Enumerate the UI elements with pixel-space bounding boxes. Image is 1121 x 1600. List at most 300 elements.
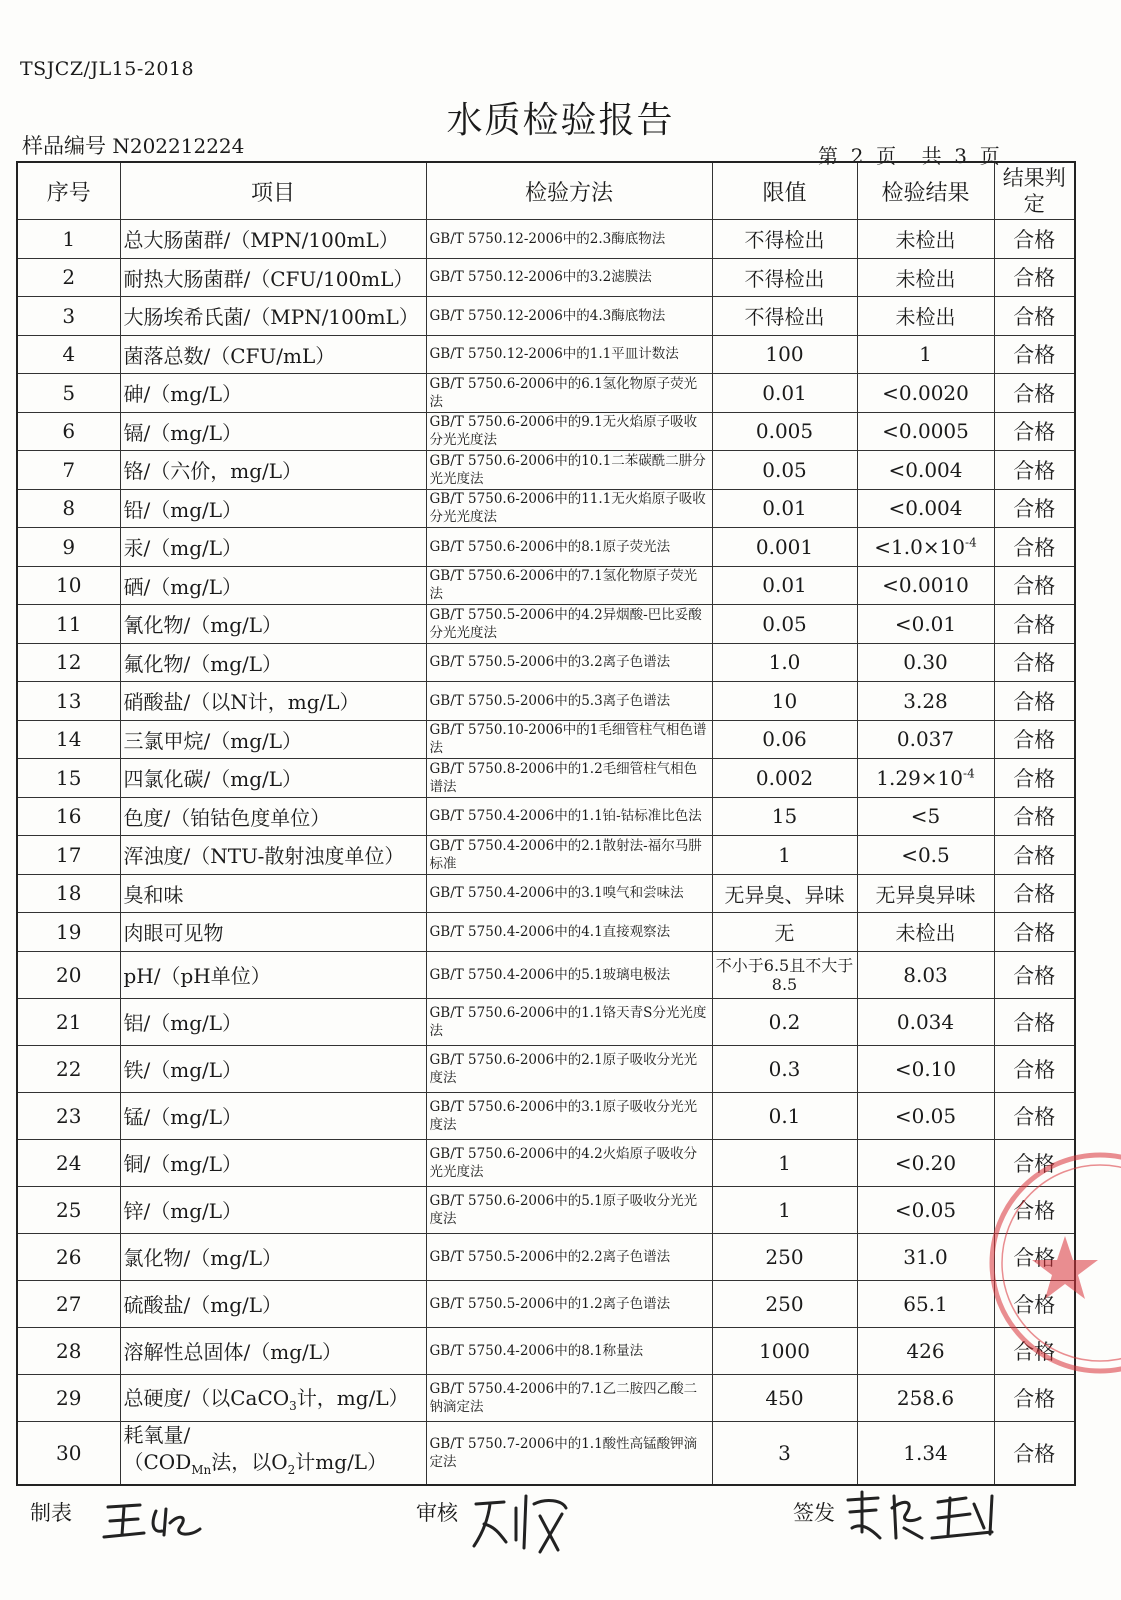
table-row <box>17 528 1075 567</box>
issued-by-label: 签发 <box>793 1501 835 1525</box>
row-item <box>120 720 426 759</box>
table-row <box>17 1280 1075 1327</box>
row-verdict: 合格 <box>994 1327 1075 1374</box>
row-result-exponent: -4 <box>965 535 977 550</box>
table-row <box>17 258 1075 297</box>
row-result <box>857 1139 994 1186</box>
row-item-text: 大肠埃希氏菌/（MPN/100mL） <box>123 305 419 330</box>
row-number: 7 <box>17 451 120 490</box>
row-item <box>120 258 426 297</box>
table-row <box>17 682 1075 721</box>
table-row <box>17 874 1075 913</box>
row-limit: 1 <box>712 836 857 875</box>
row-result-text: 无异臭异味 <box>875 882 976 907</box>
row-verdict: 合格 <box>994 874 1075 913</box>
row-item <box>120 874 426 913</box>
row-item <box>120 297 426 336</box>
row-item <box>120 335 426 374</box>
row-item <box>120 759 426 798</box>
row-item-subscript: Mn <box>191 1462 212 1477</box>
row-method: GB/T 5750.4-2006中的4.1直接观察法 <box>426 913 712 952</box>
row-method: GB/T 5750.5-2006中的1.2离子色谱法 <box>426 1280 712 1327</box>
row-result-text: 65.1 <box>903 1291 948 1316</box>
row-method: GB/T 5750.6-2006中的11.1无火焰原子吸收分光光度法 <box>426 489 712 528</box>
row-result-text: 未检出 <box>895 228 956 253</box>
row-verdict: 合格 <box>994 682 1075 721</box>
row-verdict: 合格 <box>994 335 1075 374</box>
row-item-text: 计，mg/L） <box>296 1386 409 1410</box>
row-result <box>857 489 994 528</box>
row-result <box>857 1421 994 1485</box>
row-item <box>120 836 426 875</box>
row-result-text: 31.0 <box>903 1244 948 1269</box>
row-result <box>857 836 994 875</box>
row-number: 11 <box>17 605 120 644</box>
row-item <box>120 951 426 998</box>
row-result-text: 0.30 <box>903 650 948 675</box>
row-result <box>857 605 994 644</box>
row-method: GB/T 5750.5-2006中的4.2异烟酸-巴比妥酸分光光度法 <box>426 605 712 644</box>
row-item <box>120 220 426 259</box>
header-limit: 限值 <box>712 162 857 220</box>
row-method: GB/T 5750.12-2006中的3.2滤膜法 <box>426 258 712 297</box>
row-result-text: <0.0010 <box>882 573 969 598</box>
sample-number <box>22 130 244 160</box>
row-method: GB/T 5750.4-2006中的7.1乙二胺四乙酸二钠滴定法 <box>426 1374 712 1421</box>
row-item-subscript: 2 <box>287 1462 296 1477</box>
row-number: 13 <box>17 682 120 721</box>
row-result <box>857 412 994 451</box>
row-item-subscript: 3 <box>289 1399 297 1413</box>
row-item <box>120 451 426 490</box>
row-limit: 0.01 <box>712 374 857 413</box>
row-method: GB/T 5750.6-2006中的10.1二苯碳酰二肼分光光度法 <box>426 451 712 490</box>
row-item-text: 总大肠菌群/（MPN/100mL） <box>123 228 399 253</box>
row-result <box>857 998 994 1045</box>
prepared-by-label: 制表 <box>30 1501 72 1525</box>
row-result-text: 8.03 <box>903 962 948 987</box>
row-method: GB/T 5750.5-2006中的5.3离子色谱法 <box>426 682 712 721</box>
row-number: 3 <box>17 297 120 336</box>
row-limit: 0.01 <box>712 566 857 605</box>
row-number: 2 <box>17 258 120 297</box>
row-item <box>120 1280 426 1327</box>
row-result-text: <0.10 <box>894 1056 957 1081</box>
row-result-exponent: -4 <box>963 766 975 781</box>
row-number: 14 <box>17 720 120 759</box>
row-item-text: 铅/（mg/L） <box>123 497 243 522</box>
row-item <box>120 374 426 413</box>
row-method: GB/T 5750.7-2006中的1.1酸性高锰酸钾滴定法 <box>426 1421 712 1485</box>
issued-signature <box>842 1488 1012 1548</box>
row-verdict: 合格 <box>994 1233 1075 1280</box>
row-item <box>120 1327 426 1374</box>
row-item-text: 锌/（mg/L） <box>123 1199 243 1223</box>
row-limit: 0.05 <box>712 605 857 644</box>
row-limit: 250 <box>712 1280 857 1327</box>
row-number: 17 <box>17 836 120 875</box>
row-item <box>120 1092 426 1139</box>
row-result <box>857 1186 994 1233</box>
row-item <box>120 605 426 644</box>
row-result <box>857 220 994 259</box>
table-header-row <box>17 162 1075 220</box>
row-item <box>120 643 426 682</box>
row-item-text: 计mg/L） <box>295 1449 388 1474</box>
row-item-text: 氟化物/（mg/L） <box>123 651 283 676</box>
row-item <box>120 1139 426 1186</box>
table-row <box>17 489 1075 528</box>
row-item-text: 溶解性总固体/（mg/L） <box>123 1340 343 1364</box>
row-result <box>857 1327 994 1374</box>
row-item-text: 砷/（mg/L） <box>123 382 243 407</box>
row-item-text: 肉眼可见物 <box>123 921 224 946</box>
row-item <box>120 913 426 952</box>
header-no: 序号 <box>17 162 120 220</box>
table-row <box>17 605 1075 644</box>
reviewed-signature <box>470 1490 580 1560</box>
row-result <box>857 297 994 336</box>
row-limit: 不得检出 <box>712 220 857 259</box>
row-number: 5 <box>17 374 120 413</box>
header-verdict: 结果判定 <box>994 162 1075 220</box>
report-title: 水质检验报告 <box>446 100 675 141</box>
table-row <box>17 951 1075 998</box>
row-item-text: pH/（pH单位） <box>123 964 271 988</box>
row-number: 21 <box>17 998 120 1045</box>
row-result-text: 258.6 <box>896 1385 955 1410</box>
row-item-text: 色度/（铂钴色度单位） <box>123 805 331 830</box>
row-verdict: 合格 <box>994 998 1075 1045</box>
row-verdict: 合格 <box>994 913 1075 952</box>
row-number: 20 <box>17 951 120 998</box>
row-number: 19 <box>17 913 120 952</box>
row-number: 12 <box>17 643 120 682</box>
table-row <box>17 335 1075 374</box>
row-result <box>857 874 994 913</box>
row-result <box>857 374 994 413</box>
row-number: 10 <box>17 566 120 605</box>
row-method: GB/T 5750.4-2006中的3.1嗅气和尝味法 <box>426 874 712 913</box>
row-number: 22 <box>17 1045 120 1092</box>
row-result <box>857 1374 994 1421</box>
row-verdict: 合格 <box>994 489 1075 528</box>
row-result-text: <0.004 <box>888 457 963 482</box>
row-method: GB/T 5750.5-2006中的2.2离子色谱法 <box>426 1233 712 1280</box>
row-verdict: 合格 <box>994 412 1075 451</box>
table-row <box>17 220 1075 259</box>
row-verdict: 合格 <box>994 1092 1075 1139</box>
row-number: 18 <box>17 874 120 913</box>
row-result-text: 1.29×10 <box>876 765 964 790</box>
row-item <box>120 682 426 721</box>
row-limit: 0.2 <box>712 998 857 1045</box>
row-result-text: 426 <box>906 1338 945 1363</box>
row-result <box>857 913 994 952</box>
prepared-signature <box>100 1495 210 1545</box>
row-method: GB/T 5750.8-2006中的1.2毛细管柱气相色谱法 <box>426 759 712 798</box>
row-result-text: <0.0005 <box>882 419 969 444</box>
row-method: GB/T 5750.6-2006中的3.1原子吸收分光光度法 <box>426 1092 712 1139</box>
row-number: 25 <box>17 1186 120 1233</box>
header-item: 项目 <box>120 162 426 220</box>
row-limit: 0.005 <box>712 412 857 451</box>
row-number: 6 <box>17 412 120 451</box>
row-limit: 不得检出 <box>712 258 857 297</box>
row-number: 24 <box>17 1139 120 1186</box>
row-item <box>120 998 426 1045</box>
row-result <box>857 797 994 836</box>
row-item <box>120 412 426 451</box>
table-row <box>17 643 1075 682</box>
table-row <box>17 451 1075 490</box>
row-method: GB/T 5750.6-2006中的4.2火焰原子吸收分光光度法 <box>426 1139 712 1186</box>
row-method: GB/T 5750.6-2006中的7.1氢化物原子荧光法 <box>426 566 712 605</box>
row-result-text: <1.0×10 <box>874 534 966 559</box>
row-item <box>120 489 426 528</box>
row-number: 28 <box>17 1327 120 1374</box>
row-number: 16 <box>17 797 120 836</box>
row-method: GB/T 5750.4-2006中的1.1铂-钴标准比色法 <box>426 797 712 836</box>
row-item-text: 铜/（mg/L） <box>123 1152 243 1176</box>
table-row <box>17 998 1075 1045</box>
row-limit: 0.001 <box>712 528 857 567</box>
row-number: 8 <box>17 489 120 528</box>
row-result-text: 未检出 <box>895 921 956 946</box>
row-result-text: 1.34 <box>903 1440 948 1465</box>
row-number: 1 <box>17 220 120 259</box>
table-row <box>17 1233 1075 1280</box>
row-number: 4 <box>17 335 120 374</box>
row-result-text: 未检出 <box>895 305 956 330</box>
row-result <box>857 1045 994 1092</box>
row-verdict: 合格 <box>994 220 1075 259</box>
row-method: GB/T 5750.6-2006中的9.1无火焰原子吸收分光光度法 <box>426 412 712 451</box>
row-verdict: 合格 <box>994 951 1075 998</box>
table-row <box>17 1045 1075 1092</box>
row-method: GB/T 5750.12-2006中的4.3酶底物法 <box>426 297 712 336</box>
row-result <box>857 1092 994 1139</box>
table-row <box>17 1139 1075 1186</box>
row-item-text: 氯化物/（mg/L） <box>123 1246 283 1270</box>
row-verdict: 合格 <box>994 759 1075 798</box>
row-limit: 无 <box>712 913 857 952</box>
inspection-stamp <box>985 1148 1121 1378</box>
header-result: 检验结果 <box>857 162 994 220</box>
row-limit: 不小于6.5且不大于8.5 <box>712 951 857 998</box>
row-item-text: 耗氧量/ <box>123 1422 191 1447</box>
row-method: GB/T 5750.12-2006中的2.3酶底物法 <box>426 220 712 259</box>
sample-number-value: N202212224 <box>112 134 245 158</box>
row-limit: 0.1 <box>712 1092 857 1139</box>
row-method: GB/T 5750.6-2006中的8.1原子荧光法 <box>426 528 712 567</box>
row-result <box>857 566 994 605</box>
row-result-text: 0.034 <box>896 1009 955 1034</box>
row-result-text: <0.01 <box>894 611 957 636</box>
row-result-text: <0.0020 <box>882 380 969 405</box>
table-row <box>17 759 1075 798</box>
table-row <box>17 836 1075 875</box>
row-number: 30 <box>17 1421 120 1485</box>
row-item-text: 菌落总数/（CFU/mL） <box>123 343 336 368</box>
row-verdict: 合格 <box>994 1421 1075 1485</box>
row-verdict: 合格 <box>994 374 1075 413</box>
inspection-table <box>16 161 1076 1486</box>
row-limit: 0.3 <box>712 1045 857 1092</box>
row-item-text: 硫酸盐/（mg/L） <box>123 1293 283 1317</box>
row-result <box>857 451 994 490</box>
row-item-text: 硒/（mg/L） <box>123 574 243 599</box>
row-item-text: （COD <box>123 1449 192 1474</box>
row-result-text: 未检出 <box>895 266 956 291</box>
table-row <box>17 797 1075 836</box>
row-result-text: <0.05 <box>894 1103 957 1128</box>
row-number: 27 <box>17 1280 120 1327</box>
table-row <box>17 1421 1075 1485</box>
row-item-text: 铁/（mg/L） <box>123 1058 243 1082</box>
row-result <box>857 528 994 567</box>
row-result-text: 1 <box>919 342 932 367</box>
table-row <box>17 566 1075 605</box>
table-row <box>17 1374 1075 1421</box>
row-verdict: 合格 <box>994 1186 1075 1233</box>
row-method: GB/T 5750.5-2006中的3.2离子色谱法 <box>426 643 712 682</box>
sample-number-label: 样品编号 <box>22 134 106 158</box>
row-limit: 1 <box>712 1186 857 1233</box>
row-method: GB/T 5750.4-2006中的2.1散射法-福尔马肼标准 <box>426 836 712 875</box>
row-result-text: <0.05 <box>894 1197 957 1222</box>
table-row <box>17 412 1075 451</box>
row-verdict: 合格 <box>994 605 1075 644</box>
row-result <box>857 335 994 374</box>
row-item <box>120 528 426 567</box>
row-limit: 3 <box>712 1421 857 1485</box>
row-item-text: 硝酸盐/（以N计，mg/L） <box>123 690 360 715</box>
row-item <box>120 1374 426 1421</box>
table-row <box>17 1092 1075 1139</box>
row-verdict: 合格 <box>994 643 1075 682</box>
row-method: GB/T 5750.4-2006中的5.1玻璃电极法 <box>426 951 712 998</box>
row-limit: 0.002 <box>712 759 857 798</box>
row-result <box>857 643 994 682</box>
row-item-text: 浑浊度/（NTU-散射浊度单位） <box>123 844 405 869</box>
row-item <box>120 1186 426 1233</box>
table-row <box>17 913 1075 952</box>
row-limit: 不得检出 <box>712 297 857 336</box>
document-code: TSJCZ/JL15-2018 <box>20 58 195 80</box>
row-result-text: 0.037 <box>896 727 955 752</box>
row-number: 29 <box>17 1374 120 1421</box>
row-method: GB/T 5750.6-2006中的6.1氢化物原子荧光法 <box>426 374 712 413</box>
row-method: GB/T 5750.6-2006中的5.1原子吸收分光光度法 <box>426 1186 712 1233</box>
row-number: 9 <box>17 528 120 567</box>
row-item-text: 铬/（六价，mg/L） <box>123 459 303 484</box>
row-item <box>120 1421 426 1485</box>
row-method: GB/T 5750.4-2006中的8.1称量法 <box>426 1327 712 1374</box>
row-result <box>857 1280 994 1327</box>
row-verdict: 合格 <box>994 1045 1075 1092</box>
page-info: 第 2 页 共 3 页 <box>818 144 1000 168</box>
row-item-text: 四氯化碳/（mg/L） <box>123 767 303 792</box>
row-result <box>857 1233 994 1280</box>
row-item <box>120 797 426 836</box>
row-verdict: 合格 <box>994 258 1075 297</box>
row-verdict: 合格 <box>994 297 1075 336</box>
row-item <box>120 1233 426 1280</box>
row-method: GB/T 5750.10-2006中的1毛细管柱气相色谱法 <box>426 720 712 759</box>
row-verdict: 合格 <box>994 720 1075 759</box>
row-result-text: <0.004 <box>888 496 963 521</box>
row-verdict: 合格 <box>994 451 1075 490</box>
row-result-text: 3.28 <box>903 688 948 713</box>
table-body <box>17 220 1075 1485</box>
row-result <box>857 682 994 721</box>
row-limit: 0.01 <box>712 489 857 528</box>
row-verdict: 合格 <box>994 1139 1075 1186</box>
row-limit: 0.06 <box>712 720 857 759</box>
table-row <box>17 1327 1075 1374</box>
row-method: GB/T 5750.6-2006中的1.1铬天青S分光光度法 <box>426 998 712 1045</box>
row-limit: 0.05 <box>712 451 857 490</box>
row-verdict: 合格 <box>994 1374 1075 1421</box>
row-result <box>857 759 994 798</box>
row-result <box>857 720 994 759</box>
reviewed-by-label: 审核 <box>416 1501 458 1525</box>
row-item-text: 汞/（mg/L） <box>123 536 243 561</box>
row-limit: 10 <box>712 682 857 721</box>
table-row <box>17 1186 1075 1233</box>
row-method: GB/T 5750.6-2006中的2.1原子吸收分光光度法 <box>426 1045 712 1092</box>
row-number: 23 <box>17 1092 120 1139</box>
row-result <box>857 951 994 998</box>
row-item <box>120 1045 426 1092</box>
row-item-text: 臭和味 <box>123 882 184 907</box>
row-item-text: 锰/（mg/L） <box>123 1105 243 1129</box>
row-item-text: 三氯甲烷/（mg/L） <box>123 728 303 753</box>
row-number: 15 <box>17 759 120 798</box>
header-method: 检验方法 <box>426 162 712 220</box>
row-item-text: 镉/（mg/L） <box>123 420 243 445</box>
row-limit: 1000 <box>712 1327 857 1374</box>
row-verdict: 合格 <box>994 797 1075 836</box>
table-row <box>17 720 1075 759</box>
row-limit: 15 <box>712 797 857 836</box>
row-result <box>857 258 994 297</box>
table-row <box>17 374 1075 413</box>
row-result-text: <0.20 <box>894 1150 957 1175</box>
row-result-text: <0.5 <box>901 842 950 867</box>
row-item-text: 铝/（mg/L） <box>123 1011 243 1035</box>
row-limit: 100 <box>712 335 857 374</box>
row-limit: 无异臭、异味 <box>712 874 857 913</box>
row-limit: 250 <box>712 1233 857 1280</box>
row-limit: 1 <box>712 1139 857 1186</box>
row-verdict: 合格 <box>994 566 1075 605</box>
row-item-text: 耐热大肠菌群/（CFU/100mL） <box>123 266 414 291</box>
row-limit: 1.0 <box>712 643 857 682</box>
row-limit: 450 <box>712 1374 857 1421</box>
row-number: 26 <box>17 1233 120 1280</box>
row-item-text: 氰化物/（mg/L） <box>123 613 283 638</box>
row-result-text: <5 <box>910 804 941 829</box>
row-verdict: 合格 <box>994 1280 1075 1327</box>
row-verdict: 合格 <box>994 836 1075 875</box>
row-verdict: 合格 <box>994 528 1075 567</box>
row-item-text: 总硬度/（以CaCO <box>123 1386 290 1410</box>
row-method: GB/T 5750.12-2006中的1.1平皿计数法 <box>426 335 712 374</box>
table-row <box>17 297 1075 336</box>
row-item-text: 法，以O <box>211 1449 288 1474</box>
